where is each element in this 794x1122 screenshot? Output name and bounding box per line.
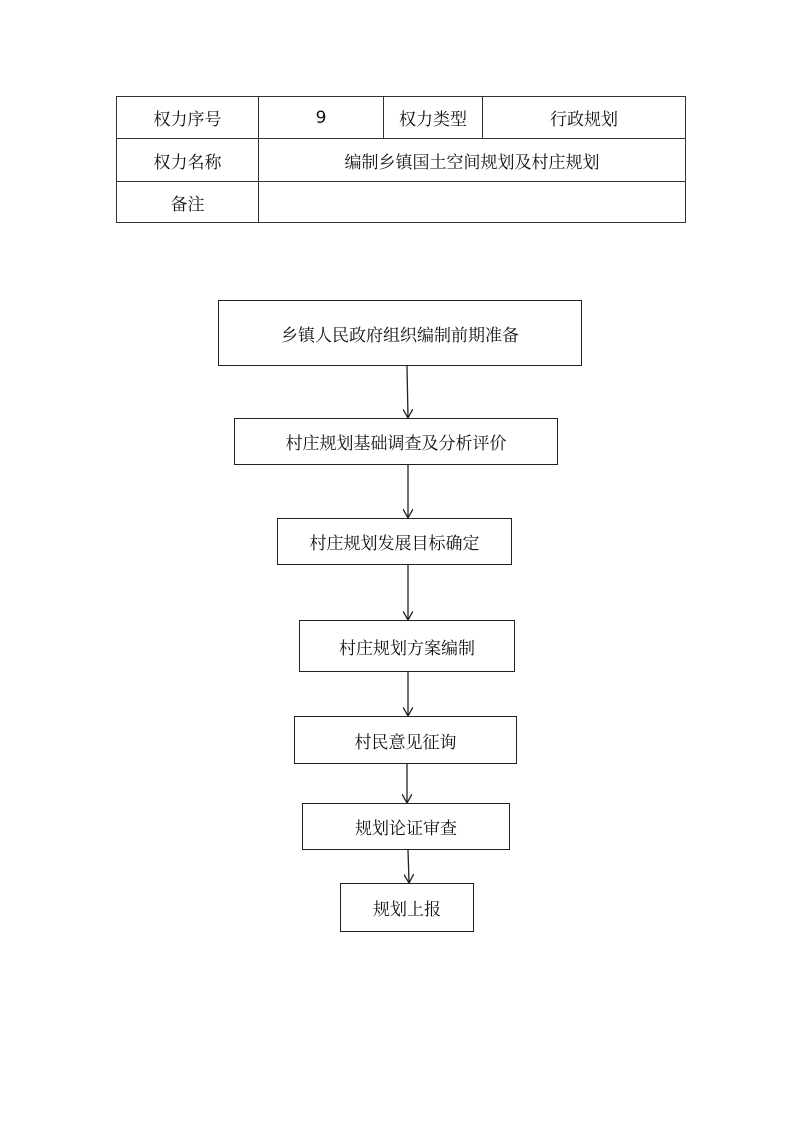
- step-review: 规划论证审查: [302, 803, 510, 850]
- step-goal-setting: 村庄规划发展目标确定: [277, 518, 512, 565]
- arrow-1: [407, 366, 408, 417]
- power-number-value: 9: [259, 97, 384, 139]
- step-preparation: 乡镇人民政府组织编制前期准备: [218, 300, 582, 366]
- power-type-value: 行政规划: [483, 97, 686, 139]
- power-type-label: 权力类型: [384, 97, 483, 139]
- step-submission: 规划上报: [340, 883, 474, 932]
- step-villager-consultation: 村民意见征询: [294, 716, 517, 764]
- arrow-6: [408, 850, 409, 882]
- remarks-label: 备注: [117, 182, 259, 223]
- step-survey-analysis: 村庄规划基础调查及分析评价: [234, 418, 558, 465]
- power-name-label: 权力名称: [117, 139, 259, 182]
- power-number-label: 权力序号: [117, 97, 259, 139]
- step-plan-drafting: 村庄规划方案编制: [299, 620, 515, 672]
- power-name-value: 编制乡镇国土空间规划及村庄规划: [259, 139, 686, 182]
